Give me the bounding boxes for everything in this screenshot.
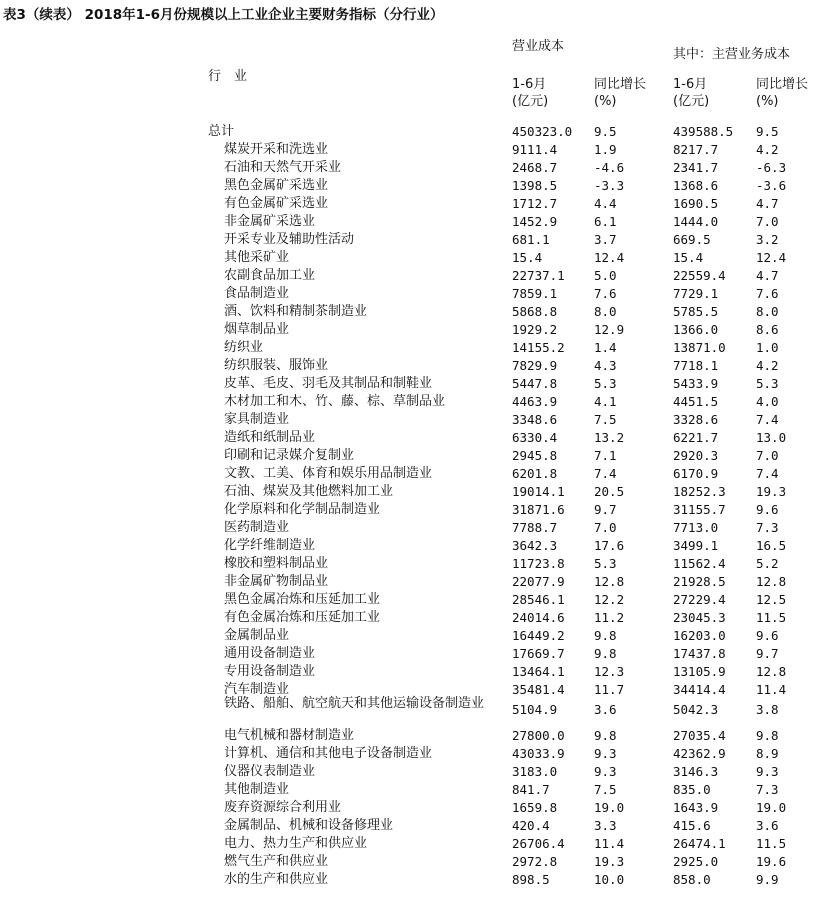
table-row <box>0 447 839 465</box>
main-cost-value: 6221.7 <box>673 430 719 445</box>
cost-value: 898.5 <box>512 872 550 887</box>
cost-yoy-value: 6.1 <box>594 214 617 229</box>
main-yoy-value: 9.5 <box>756 124 779 139</box>
table-row <box>0 213 839 231</box>
main-cost-value: 27035.4 <box>673 728 726 743</box>
main-cost-value: 1690.5 <box>673 196 719 211</box>
table-row <box>0 609 839 627</box>
main-cost-value: 7729.1 <box>673 286 719 301</box>
main-yoy-value: 11.5 <box>756 610 787 625</box>
cost-yoy-value: 12.9 <box>594 322 625 337</box>
industry-name: 石油、煤炭及其他燃料加工业 <box>224 484 394 499</box>
table-row <box>0 853 839 871</box>
header-pct-2: (%) <box>756 94 779 109</box>
cost-yoy-value: 7.5 <box>594 782 617 797</box>
table-row <box>0 321 839 339</box>
cost-yoy-value: 9.8 <box>594 646 617 661</box>
main-cost-value: 858.0 <box>673 872 711 887</box>
main-cost-value: 4451.5 <box>673 394 719 409</box>
table-row <box>0 537 839 555</box>
cost-value: 16449.2 <box>512 628 565 643</box>
table-row <box>0 231 839 249</box>
main-cost-value: 34414.4 <box>673 682 726 697</box>
main-cost-value: 18252.3 <box>673 484 726 499</box>
main-cost-value: 8217.7 <box>673 142 719 157</box>
cost-yoy-value: 5.3 <box>594 556 617 571</box>
industry-name: 通用设备制造业 <box>224 646 316 661</box>
cost-value: 9111.4 <box>512 142 558 157</box>
main-cost-value: 1368.6 <box>673 178 719 193</box>
industry-name: 煤炭开采和洗选业 <box>224 142 329 157</box>
main-yoy-value: 5.3 <box>756 376 779 391</box>
cost-value: 35481.4 <box>512 682 565 697</box>
main-cost-value: 22559.4 <box>673 268 726 283</box>
header-unit-1: (亿元) <box>512 94 549 109</box>
cost-value: 450323.0 <box>512 124 573 139</box>
cost-yoy-value: 4.3 <box>594 358 617 373</box>
industry-name: 其他采矿业 <box>224 250 290 265</box>
industry-name: 电力、热力生产和供应业 <box>224 836 368 851</box>
cost-value: 1712.7 <box>512 196 558 211</box>
cost-yoy-value: 20.5 <box>594 484 625 499</box>
main-yoy-value: 4.0 <box>756 394 779 409</box>
industry-name: 铁路、船舶、航空航天和其他运输设备制造业 <box>224 696 485 711</box>
cost-value: 1452.9 <box>512 214 558 229</box>
industry-name: 金属制品、机械和设备修理业 <box>224 818 394 833</box>
cost-value: 841.7 <box>512 782 550 797</box>
industry-name: 黑色金属矿采选业 <box>224 178 329 193</box>
table-row <box>0 835 839 853</box>
main-yoy-value: 8.0 <box>756 304 779 319</box>
industry-name: 计算机、通信和其他电子设备制造业 <box>224 746 433 761</box>
table-row <box>0 285 839 303</box>
main-cost-value: 7713.0 <box>673 520 719 535</box>
cost-yoy-value: 19.3 <box>594 854 625 869</box>
cost-yoy-value: 9.5 <box>594 124 617 139</box>
main-cost-value: 415.6 <box>673 818 711 833</box>
table-row <box>0 781 839 799</box>
cost-yoy-value: 3.3 <box>594 818 617 833</box>
main-cost-value: 2925.0 <box>673 854 719 869</box>
header-main-cost: 其中：主营业务成本 <box>673 47 791 62</box>
main-cost-value: 6170.9 <box>673 466 719 481</box>
cost-value: 31871.6 <box>512 502 565 517</box>
table-row <box>0 393 839 411</box>
main-yoy-value: 7.3 <box>756 520 779 535</box>
cost-yoy-value: 5.3 <box>594 376 617 391</box>
industry-name: 纺织业 <box>224 340 264 355</box>
main-yoy-value: -6.3 <box>756 160 787 175</box>
table-row <box>0 483 839 501</box>
cost-value: 26706.4 <box>512 836 565 851</box>
table-row <box>0 519 839 537</box>
cost-value: 420.4 <box>512 818 550 833</box>
industry-name: 水的生产和供应业 <box>224 872 329 887</box>
main-yoy-value: 9.3 <box>756 764 779 779</box>
cost-yoy-value: 11.4 <box>594 836 625 851</box>
industry-name: 农副食品加工业 <box>224 268 316 283</box>
cost-value: 1398.5 <box>512 178 558 193</box>
main-yoy-value: 8.6 <box>756 322 779 337</box>
table-row <box>0 267 839 285</box>
main-cost-value: 31155.7 <box>673 502 726 517</box>
cost-value: 2468.7 <box>512 160 558 175</box>
table-row <box>0 303 839 321</box>
main-yoy-value: 1.0 <box>756 340 779 355</box>
main-yoy-value: -3.6 <box>756 178 787 193</box>
table-title: 表3（续表） 2018年1-6月份规模以上工业企业主要财务指标（分行业） <box>3 7 444 23</box>
cost-yoy-value: 9.8 <box>594 628 617 643</box>
cost-yoy-value: 19.0 <box>594 800 625 815</box>
cost-yoy-value: 12.4 <box>594 250 625 265</box>
main-cost-value: 5785.5 <box>673 304 719 319</box>
cost-yoy-value: -3.3 <box>594 178 625 193</box>
industry-name: 烟草制品业 <box>224 322 290 337</box>
main-cost-value: 26474.1 <box>673 836 726 851</box>
industry-name: 文教、工美、体育和娱乐用品制造业 <box>224 466 433 481</box>
cost-yoy-value: 9.3 <box>594 746 617 761</box>
main-yoy-value: 7.0 <box>756 448 779 463</box>
cost-yoy-value: 13.2 <box>594 430 625 445</box>
main-yoy-value: 9.8 <box>756 728 779 743</box>
cost-value: 27800.0 <box>512 728 565 743</box>
table-row <box>0 429 839 447</box>
cost-yoy-value: 8.0 <box>594 304 617 319</box>
industry-name: 电气机械和器材制造业 <box>224 728 355 743</box>
cost-value: 15.4 <box>512 250 543 265</box>
industry-name: 纺织服装、服饰业 <box>224 358 329 373</box>
main-cost-value: 11562.4 <box>673 556 726 571</box>
main-yoy-value: 4.2 <box>756 142 779 157</box>
main-cost-value: 5433.9 <box>673 376 719 391</box>
main-cost-value: 1366.0 <box>673 322 719 337</box>
table-row <box>0 375 839 393</box>
cost-value: 2945.8 <box>512 448 558 463</box>
main-yoy-value: 7.6 <box>756 286 779 301</box>
cost-value: 19014.1 <box>512 484 565 499</box>
table-row <box>0 501 839 519</box>
cost-value: 7788.7 <box>512 520 558 535</box>
cost-yoy-value: 12.2 <box>594 592 625 607</box>
cost-yoy-value: 12.3 <box>594 664 625 679</box>
cost-value: 681.1 <box>512 232 550 247</box>
cost-value: 24014.6 <box>512 610 565 625</box>
main-yoy-value: 12.4 <box>756 250 787 265</box>
main-yoy-value: 19.6 <box>756 854 787 869</box>
cost-yoy-value: 17.6 <box>594 538 625 553</box>
main-yoy-value: 9.9 <box>756 872 779 887</box>
header-period-2: 1-6月 <box>673 77 708 92</box>
total-row <box>0 123 839 141</box>
main-cost-value: 5042.3 <box>673 702 719 717</box>
cost-value: 5104.9 <box>512 702 558 717</box>
main-yoy-value: 7.4 <box>756 412 779 427</box>
main-cost-value: 13105.9 <box>673 664 726 679</box>
industry-name: 金属制品业 <box>224 628 290 643</box>
cost-value: 3348.6 <box>512 412 558 427</box>
table-row <box>0 591 839 609</box>
industry-name: 橡胶和塑料制品业 <box>224 556 329 571</box>
cost-yoy-value: 5.0 <box>594 268 617 283</box>
industry-name: 汽车制造业 <box>224 682 290 697</box>
industry-name: 开采专业及辅助性活动 <box>224 232 355 247</box>
table-row <box>0 339 839 357</box>
table-row <box>0 763 839 781</box>
cost-value: 3642.3 <box>512 538 558 553</box>
cost-yoy-value: 4.4 <box>594 196 617 211</box>
industry-name: 黑色金属冶炼和压延加工业 <box>224 592 381 607</box>
table-row <box>0 357 839 375</box>
industry-name: 非金属矿物制品业 <box>224 574 329 589</box>
cost-yoy-value: 3.6 <box>594 702 617 717</box>
main-yoy-value: 19.0 <box>756 800 787 815</box>
industry-name: 专用设备制造业 <box>224 664 316 679</box>
main-cost-value: 1444.0 <box>673 214 719 229</box>
cost-value: 6330.4 <box>512 430 558 445</box>
main-yoy-value: 12.8 <box>756 664 787 679</box>
table-row <box>0 177 839 195</box>
table-row <box>0 663 839 681</box>
cost-value: 17669.7 <box>512 646 565 661</box>
table-row <box>0 645 839 663</box>
industry-name: 家具制造业 <box>224 412 290 427</box>
main-yoy-value: 4.7 <box>756 268 779 283</box>
table-row <box>0 573 839 591</box>
table-row <box>0 817 839 835</box>
industry-name: 石油和天然气开采业 <box>224 160 342 175</box>
industry-name: 其他制造业 <box>224 782 290 797</box>
table-row <box>0 799 839 817</box>
main-yoy-value: 7.3 <box>756 782 779 797</box>
cost-value: 7859.1 <box>512 286 558 301</box>
main-cost-value: 3146.3 <box>673 764 719 779</box>
table-row <box>0 745 839 763</box>
cost-value: 6201.8 <box>512 466 558 481</box>
cost-yoy-value: 7.4 <box>594 466 617 481</box>
main-yoy-value: 4.2 <box>756 358 779 373</box>
industry-name: 仪器仪表制造业 <box>224 764 316 779</box>
industry-name: 木材加工和木、竹、藤、棕、草制品业 <box>224 394 446 409</box>
industry-name: 酒、饮料和精制茶制造业 <box>224 304 368 319</box>
main-cost-value: 2341.7 <box>673 160 719 175</box>
main-yoy-value: 13.0 <box>756 430 787 445</box>
cost-value: 3183.0 <box>512 764 558 779</box>
main-yoy-value: 3.2 <box>756 232 779 247</box>
main-cost-value: 16203.0 <box>673 628 726 643</box>
cost-value: 7829.9 <box>512 358 558 373</box>
table-row <box>0 727 839 745</box>
header-revenue-cost: 营业成本 <box>512 39 565 54</box>
cost-yoy-value: 3.7 <box>594 232 617 247</box>
cost-value: 5447.8 <box>512 376 558 391</box>
main-cost-value: 27229.4 <box>673 592 726 607</box>
cost-value: 2972.8 <box>512 854 558 869</box>
cost-value: 5868.8 <box>512 304 558 319</box>
cost-yoy-value: 1.9 <box>594 142 617 157</box>
industry-name: 造纸和纸制品业 <box>224 430 316 445</box>
main-yoy-value: 4.7 <box>756 196 779 211</box>
main-cost-value: 21928.5 <box>673 574 726 589</box>
industry-name: 废弃资源综合利用业 <box>224 800 342 815</box>
main-cost-value: 23045.3 <box>673 610 726 625</box>
cost-yoy-value: 7.5 <box>594 412 617 427</box>
cost-yoy-value: -4.6 <box>594 160 625 175</box>
industry-name: 医药制造业 <box>224 520 290 535</box>
industry-name: 化学纤维制造业 <box>224 538 316 553</box>
main-yoy-value: 3.6 <box>756 818 779 833</box>
main-yoy-value: 7.0 <box>756 214 779 229</box>
main-cost-value: 13871.0 <box>673 340 726 355</box>
main-cost-value: 3328.6 <box>673 412 719 427</box>
header-yoy-2: 同比增长 <box>756 77 809 92</box>
main-cost-value: 669.5 <box>673 232 711 247</box>
cost-yoy-value: 10.0 <box>594 872 625 887</box>
main-yoy-value: 9.6 <box>756 628 779 643</box>
cost-yoy-value: 9.8 <box>594 728 617 743</box>
table-row <box>0 696 839 727</box>
table-body <box>0 123 839 889</box>
main-cost-value: 17437.8 <box>673 646 726 661</box>
main-cost-value: 439588.5 <box>673 124 734 139</box>
main-cost-value: 2920.3 <box>673 448 719 463</box>
cost-value: 28546.1 <box>512 592 565 607</box>
cost-yoy-value: 9.3 <box>594 764 617 779</box>
cost-yoy-value: 7.6 <box>594 286 617 301</box>
main-yoy-value: 11.5 <box>756 836 787 851</box>
cost-value: 22077.9 <box>512 574 565 589</box>
cost-value: 14155.2 <box>512 340 565 355</box>
table-row <box>0 555 839 573</box>
industry-name: 燃气生产和供应业 <box>224 854 329 869</box>
main-yoy-value: 16.5 <box>756 538 787 553</box>
main-yoy-value: 9.7 <box>756 646 779 661</box>
industry-name: 有色金属冶炼和压延加工业 <box>224 610 381 625</box>
industry-name: 有色金属矿采选业 <box>224 196 329 211</box>
industry-name: 皮革、毛皮、羽毛及其制品和制鞋业 <box>224 376 433 391</box>
main-yoy-value: 12.8 <box>756 574 787 589</box>
cost-value: 1929.2 <box>512 322 558 337</box>
industry-name: 化学原料和化学制品制造业 <box>224 502 381 517</box>
header-period-1: 1-6月 <box>512 77 547 92</box>
industry-name: 总计 <box>208 124 235 139</box>
cost-yoy-value: 11.7 <box>594 682 625 697</box>
header-industry: 行 业 <box>208 69 248 84</box>
table-row <box>0 871 839 889</box>
industry-name: 印刷和记录媒介复制业 <box>224 448 355 463</box>
main-cost-value: 1643.9 <box>673 800 719 815</box>
main-yoy-value: 3.8 <box>756 702 779 717</box>
main-yoy-value: 5.2 <box>756 556 779 571</box>
cost-yoy-value: 7.1 <box>594 448 617 463</box>
industry-name: 非金属矿采选业 <box>224 214 316 229</box>
industry-name: 食品制造业 <box>224 286 290 301</box>
cost-value: 11723.8 <box>512 556 565 571</box>
cost-value: 22737.1 <box>512 268 565 283</box>
cost-yoy-value: 7.0 <box>594 520 617 535</box>
header-unit-2: (亿元) <box>673 94 710 109</box>
header-yoy-1: 同比增长 <box>594 77 647 92</box>
table-row <box>0 465 839 483</box>
main-cost-value: 3499.1 <box>673 538 719 553</box>
header-pct-1: (%) <box>594 94 617 109</box>
table-row <box>0 627 839 645</box>
cost-yoy-value: 9.7 <box>594 502 617 517</box>
table-row <box>0 411 839 429</box>
main-cost-value: 15.4 <box>673 250 704 265</box>
table-row <box>0 195 839 213</box>
cost-value: 4463.9 <box>512 394 558 409</box>
cost-yoy-value: 12.8 <box>594 574 625 589</box>
main-cost-value: 7718.1 <box>673 358 719 373</box>
cost-value: 13464.1 <box>512 664 565 679</box>
main-yoy-value: 19.3 <box>756 484 787 499</box>
main-cost-value: 835.0 <box>673 782 711 797</box>
cost-value: 43033.9 <box>512 746 565 761</box>
cost-yoy-value: 4.1 <box>594 394 617 409</box>
cost-yoy-value: 11.2 <box>594 610 625 625</box>
main-yoy-value: 7.4 <box>756 466 779 481</box>
main-yoy-value: 8.9 <box>756 746 779 761</box>
main-yoy-value: 9.6 <box>756 502 779 517</box>
main-cost-value: 42362.9 <box>673 746 726 761</box>
cost-yoy-value: 1.4 <box>594 340 617 355</box>
table-row <box>0 249 839 267</box>
main-yoy-value: 12.5 <box>756 592 787 607</box>
table-row <box>0 141 839 159</box>
cost-value: 1659.8 <box>512 800 558 815</box>
table-row <box>0 159 839 177</box>
main-yoy-value: 11.4 <box>756 682 787 697</box>
